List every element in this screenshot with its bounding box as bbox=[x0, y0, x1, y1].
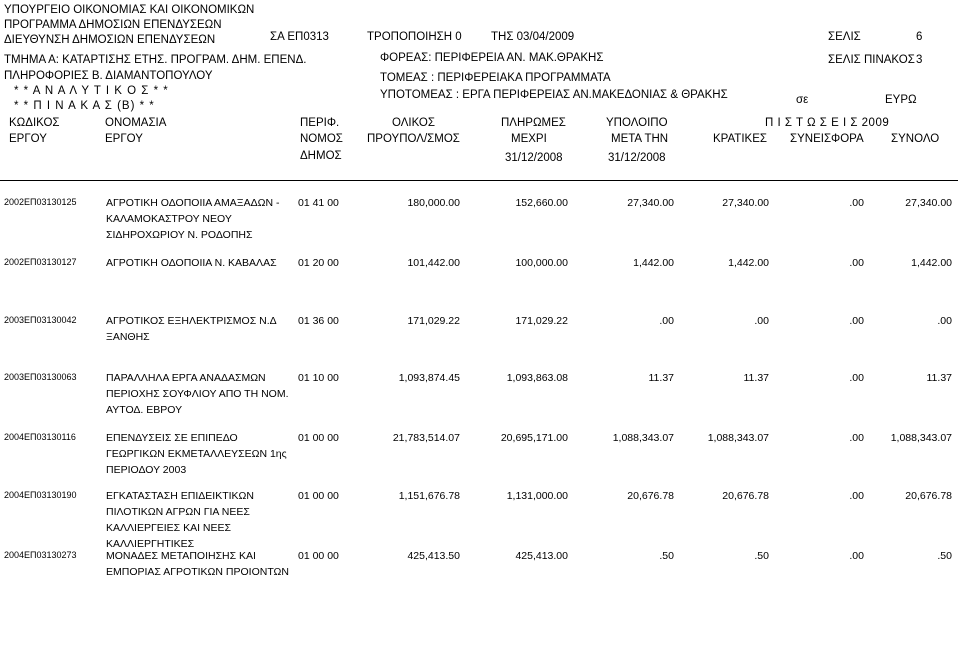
analytiki-title: * * Α Ν Α Λ Υ Τ Ι Κ Ο Σ * * bbox=[14, 85, 169, 97]
project-name bbox=[106, 548, 289, 580]
col-pliromes-2: ΜΕΧΡΙ bbox=[511, 133, 547, 145]
perif-code: 01 41 00 bbox=[298, 197, 339, 209]
selis-pinakos-value: 3 bbox=[916, 54, 923, 66]
project-name-line: ΕΠΕΝΔΥΣΕΙΣ ΣΕ ΕΠΙΠΕΔΟ bbox=[106, 432, 238, 444]
col-perif-2: ΝΟΜΟΣ bbox=[300, 133, 343, 145]
perif-code: 01 00 00 bbox=[298, 550, 339, 562]
ypoloipo-value: 27,340.00 bbox=[627, 197, 674, 209]
pliromes-value: 152,660.00 bbox=[515, 197, 568, 209]
synolo-value: 1,088,343.07 bbox=[890, 432, 952, 444]
ypoloipo-value: .00 bbox=[659, 315, 674, 327]
synolo-value: 11.37 bbox=[926, 372, 952, 384]
kratikes-value: 27,340.00 bbox=[722, 197, 769, 209]
col-kodikos-2: ΕΡΓΟΥ bbox=[9, 133, 47, 145]
ypoloipo-value: 1,088,343.07 bbox=[612, 432, 674, 444]
syneisfora-value: .00 bbox=[849, 432, 864, 444]
tropopoiisi: ΤΡΟΠΟΠΟΙΗΣΗ 0 bbox=[367, 31, 462, 43]
col-kodikos-1: ΚΩΔΙΚΟΣ bbox=[9, 117, 60, 129]
synolo-value: 27,340.00 bbox=[905, 197, 952, 209]
pliromes-value: 20,695,171.00 bbox=[500, 432, 568, 444]
org-line-3: ΔΙΕΥΘΥΝΣΗ ΔΗΜΟΣΙΩΝ ΕΠΕΝΔΥΣΕΩΝ bbox=[4, 34, 216, 46]
project-name-line: ΜΟΝΑΔΕΣ ΜΕΤΑΠΟΙΗΣΗΣ ΚΑΙ bbox=[106, 550, 256, 562]
org-line-1: ΥΠΟΥΡΓΕΙΟ ΟΙΚΟΝΟΜΙΑΣ ΚΑΙ ΟΙΚΟΝΟΜΙΚΩΝ bbox=[4, 4, 255, 16]
project-name-line: ΠΑΡΑΛΛΗΛΑ ΕΡΓΑ ΑΝΑΔΑΣΜΩΝ bbox=[106, 372, 266, 384]
perif-code: 01 00 00 bbox=[298, 432, 339, 444]
col-ypoloipo-3: 31/12/2008 bbox=[608, 152, 666, 164]
pliromes-value: 425,413.00 bbox=[515, 550, 568, 562]
oliko-value: 171,029.22 bbox=[407, 315, 460, 327]
syneisfora-value: .00 bbox=[849, 257, 864, 269]
project-code: 2002ΕΠ03130125 bbox=[4, 197, 77, 207]
syneisfora-value: .00 bbox=[849, 490, 864, 502]
synolo-value: .50 bbox=[937, 550, 952, 562]
project-name-line: ΑΓΡΟΤΙΚΟΣ ΕΞΗΛΕΚΤΡΙΣΜΟΣ Ν.Δ bbox=[106, 315, 277, 327]
pliromes-value: 171,029.22 bbox=[515, 315, 568, 327]
kratikes-value: .00 bbox=[754, 315, 769, 327]
col-kratikes: ΚΡΑΤΙΚΕΣ bbox=[713, 133, 767, 145]
oliko-value: 21,783,514.07 bbox=[392, 432, 460, 444]
project-name bbox=[106, 488, 254, 552]
ypotomeas: ΥΠΟΤΟΜΕΑΣ : ΕΡΓΑ ΠΕΡΙΦΕΡΕΙΑΣ ΑΝ.ΜΑΚΕΔΟΝΙΑΣ & ΘΡΑΚΗΣ bbox=[380, 89, 728, 101]
col-oliko-2: ΠΡΟΥΠΟΛ/ΣΜΟΣ bbox=[367, 133, 460, 145]
syneisfora-value: .00 bbox=[849, 315, 864, 327]
org-line-4: ΤΜΗΜΑ Α: ΚΑΤΑΡΤΙΣΗΣ ΕΤΗΣ. ΠΡΟΓΡΑΜ. ΔΗΜ. ΕΠΕΝΔ. bbox=[4, 54, 307, 66]
project-name bbox=[106, 255, 277, 271]
tis-date: ΤΗΣ 03/04/2009 bbox=[491, 31, 575, 43]
project-name-line: ΑΓΡΟΤΙΚΗ ΟΔΟΠΟΙΙΑ Ν. ΚΑΒΑΛΑΣ bbox=[106, 257, 277, 269]
se-label: σε bbox=[796, 94, 809, 106]
pliromes-value: 1,093,863.08 bbox=[506, 372, 568, 384]
sa-code: ΣΑ ΕΠ0313 bbox=[270, 31, 329, 43]
pliromes-value: 1,131,000.00 bbox=[506, 490, 568, 502]
selis-pinakos-label: ΣΕΛΙΣ ΠΙΝΑΚΟΣ bbox=[828, 54, 915, 66]
oliko-value: 180,000.00 bbox=[407, 197, 460, 209]
synolo-value: .00 bbox=[937, 315, 952, 327]
evro-label: ΕΥΡΩ bbox=[885, 94, 917, 106]
syneisfora-value: .00 bbox=[849, 550, 864, 562]
tomeas: ΤΟΜΕΑΣ : ΠΕΡΙΦΕΡΕΙΑΚΑ ΠΡΟΓΡΑΜΜΑΤΑ bbox=[380, 72, 611, 84]
project-code: 2003ΕΠ03130042 bbox=[4, 315, 77, 325]
project-code: 2004ΕΠ03130190 bbox=[4, 490, 77, 500]
col-pistoseis: Π Ι Σ Τ Ω Σ Ε Ι Σ 2009 bbox=[765, 117, 890, 129]
oliko-value: 101,442.00 bbox=[407, 257, 460, 269]
project-name bbox=[106, 313, 277, 345]
project-name-line: ΠΙΛΟΤΙΚΩΝ ΑΓΡΩΝ ΓΙΑ ΝΕΕΣ bbox=[106, 506, 250, 518]
kratikes-value: 1,088,343.07 bbox=[707, 432, 769, 444]
org-line-5: ΠΛΗΡΟΦΟΡΙΕΣ Β. ΔΙΑΜΑΝΤΟΠΟΥΛΟΥ bbox=[4, 70, 213, 82]
ypoloipo-value: 11.37 bbox=[648, 372, 674, 384]
col-pliromes-3: 31/12/2008 bbox=[505, 152, 563, 164]
project-name-line: ΣΙΔΗΡΟΧΩΡΙΟΥ Ν. ΡΟΔΟΠΗΣ bbox=[106, 229, 253, 241]
project-name-line: ΚΑΛΛΙΕΡΓΗΤΙΚΕΣ bbox=[106, 538, 195, 550]
project-name bbox=[106, 195, 280, 243]
kratikes-value: .50 bbox=[754, 550, 769, 562]
syneisfora-value: .00 bbox=[849, 372, 864, 384]
col-perif-3: ΔΗΜΟΣ bbox=[300, 150, 342, 162]
project-name-line: ΑΓΡΟΤΙΚΗ ΟΔΟΠΟΙΙΑ ΑΜΑΞΑΔΩΝ - bbox=[106, 197, 280, 209]
ypoloipo-value: .50 bbox=[659, 550, 674, 562]
project-name-line: ΓΕΩΡΓΙΚΩΝ ΕΚΜΕΤΑΛΛΕΥΣΕΩΝ 1ης bbox=[106, 448, 287, 460]
kratikes-value: 20,676.78 bbox=[722, 490, 769, 502]
col-onomasia-2: ΕΡΓΟΥ bbox=[105, 133, 143, 145]
synolo-value: 1,442.00 bbox=[911, 257, 952, 269]
kratikes-value: 1,442.00 bbox=[728, 257, 769, 269]
project-name-line: ΞΑΝΘΗΣ bbox=[106, 331, 150, 343]
selis-value: 6 bbox=[916, 31, 923, 43]
project-name-line: ΑΥΤΟΔ. ΕΒΡΟΥ bbox=[106, 404, 183, 416]
perif-code: 01 36 00 bbox=[298, 315, 339, 327]
project-name-line: ΠΕΡΙΟΧΗΣ ΣΟΥΦΛΙΟΥ ΑΠΟ ΤΗ ΝΟΜ. bbox=[106, 388, 289, 400]
pinakas-title: * * Π Ι Ν Α Κ Α Σ (Β) * * bbox=[14, 100, 155, 112]
ypoloipo-value: 1,442.00 bbox=[633, 257, 674, 269]
col-ypoloipo-2: ΜΕΤΑ ΤΗΝ bbox=[611, 133, 669, 145]
project-name bbox=[106, 430, 287, 478]
col-onomasia-1: ΟΝΟΜΑΣΙΑ bbox=[105, 117, 167, 129]
col-pliromes-1: ΠΛΗΡΩΜΕΣ bbox=[501, 117, 566, 129]
perif-code: 01 20 00 bbox=[298, 257, 339, 269]
project-name-line: ΠΕΡΙΟΔΟΥ 2003 bbox=[106, 464, 187, 476]
perif-code: 01 10 00 bbox=[298, 372, 339, 384]
kratikes-value: 11.37 bbox=[743, 372, 769, 384]
foreas: ΦΟΡΕΑΣ: ΠΕΡΙΦΕΡΕΙΑ ΑΝ. ΜΑΚ.ΘΡΑΚΗΣ bbox=[380, 52, 604, 64]
oliko-value: 1,151,676.78 bbox=[398, 490, 460, 502]
org-line-2: ΠΡΟΓΡΑΜΜΑ ΔΗΜΟΣΙΩΝ ΕΠΕΝΔΥΣΕΩΝ bbox=[4, 19, 222, 31]
col-ypoloipo-1: ΥΠΟΛΟΙΠΟ bbox=[606, 117, 668, 129]
pliromes-value: 100,000.00 bbox=[515, 257, 568, 269]
col-synolo: ΣΥΝΟΛΟ bbox=[891, 133, 940, 145]
synolo-value: 20,676.78 bbox=[905, 490, 952, 502]
col-perif-1: ΠΕΡΙΦ. bbox=[300, 117, 340, 129]
syneisfora-value: .00 bbox=[849, 197, 864, 209]
project-name-line: ΕΓΚΑΤΑΣΤΑΣΗ ΕΠΙΔΕΙΚΤΙΚΩΝ bbox=[106, 490, 254, 502]
project-name bbox=[106, 370, 289, 418]
col-syneisfora: ΣΥΝΕΙΣΦΟΡΑ bbox=[790, 133, 864, 145]
col-oliko-1: ΟΛΙΚΟΣ bbox=[392, 117, 435, 129]
header-divider bbox=[0, 180, 958, 181]
oliko-value: 1,093,874.45 bbox=[398, 372, 460, 384]
project-code: 2004ΕΠ03130273 bbox=[4, 550, 77, 560]
project-code: 2003ΕΠ03130063 bbox=[4, 372, 77, 382]
project-name-line: ΕΜΠΟΡΙΑΣ ΑΓΡΟΤΙΚΩΝ ΠΡΟΙΟΝΤΩΝ bbox=[106, 566, 289, 578]
ypoloipo-value: 20,676.78 bbox=[627, 490, 674, 502]
project-name-line: ΚΑΛΑΜΟΚΑΣΤΡΟΥ ΝΕΟΥ bbox=[106, 213, 232, 225]
project-name-line: ΚΑΛΛΙΕΡΓΕΙΕΣ ΚΑΙ ΝΕΕΣ bbox=[106, 522, 231, 534]
project-code: 2002ΕΠ03130127 bbox=[4, 257, 77, 267]
perif-code: 01 00 00 bbox=[298, 490, 339, 502]
oliko-value: 425,413.50 bbox=[407, 550, 460, 562]
selis-label: ΣΕΛΙΣ bbox=[828, 31, 861, 43]
project-code: 2004ΕΠ03130116 bbox=[4, 432, 76, 442]
